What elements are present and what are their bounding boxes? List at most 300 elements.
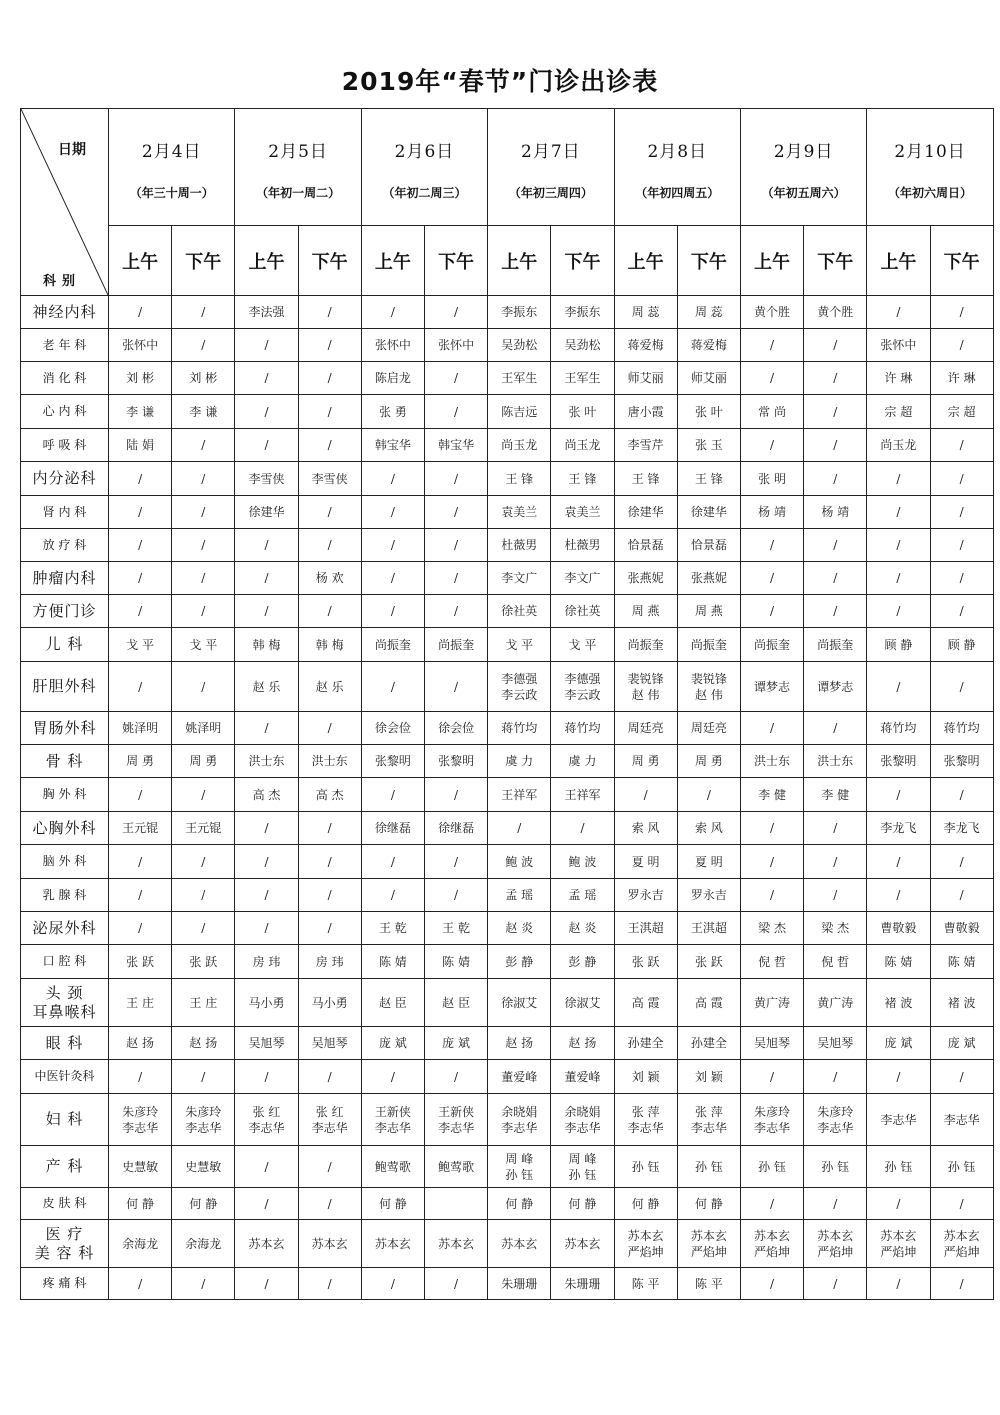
doctor-name: / <box>454 538 459 552</box>
doctor-name: 裴锐锋 <box>627 671 664 686</box>
doctor-name: / <box>327 1159 332 1174</box>
doctor-name: 褚 波 <box>884 995 913 1010</box>
doctor-name: 赵 臣 <box>442 995 470 1010</box>
doctor-name: 王新侠 <box>438 1104 475 1119</box>
day-weekday: （年初三周四） <box>508 186 593 200</box>
doctor-name: 徐社英 <box>501 604 538 618</box>
afternoon-doctor-cell <box>930 1220 993 1268</box>
doctor-name: 徐会俭 <box>438 721 475 735</box>
afternoon-doctor-cell <box>551 778 614 812</box>
doctor-name: / <box>896 305 901 319</box>
doctor-name: 高 杰 <box>252 787 281 802</box>
afternoon-doctor-cell <box>930 979 993 1027</box>
department-name <box>21 429 109 462</box>
doctor-name: 孙 钰 <box>631 1159 660 1174</box>
doctor-name: / <box>833 888 838 902</box>
doctor-name: 严焰坤 <box>817 1244 854 1259</box>
doctor-name: / <box>959 338 964 352</box>
doctor-name: 苏本玄 <box>438 1236 475 1251</box>
afternoon-doctor-cell <box>551 845 614 879</box>
doctor-name: 尚玉龙 <box>880 438 917 452</box>
doctor-name: 孙 钰 <box>694 1159 723 1174</box>
schedule-row <box>21 362 994 395</box>
doctor-name: 苏本玄 <box>943 1228 980 1243</box>
department-name <box>21 979 109 1027</box>
doctor-name: 周 勇 <box>631 754 660 768</box>
doctor-name: 徐淑艾 <box>564 995 601 1010</box>
morning-doctor-cell <box>867 662 930 712</box>
doctor-name: / <box>201 787 206 802</box>
morning-doctor-cell <box>235 979 298 1027</box>
doctor-name: 朱彦玲 <box>122 1104 159 1119</box>
doctor-name: 洪士东 <box>311 754 348 768</box>
schedule-row <box>21 778 994 812</box>
morning-doctor-cell <box>740 1027 803 1060</box>
doctor-name: 蒋竹均 <box>880 721 917 735</box>
doctor-name: 陈 平 <box>694 1276 723 1291</box>
doctor-name: 朱彦玲 <box>185 1104 222 1119</box>
afternoon-doctor-cell <box>172 1188 235 1220</box>
afternoon-doctor-cell <box>172 628 235 662</box>
morning-doctor-cell <box>109 296 172 329</box>
doctor-name: 顾 静 <box>884 637 913 652</box>
schedule-row <box>21 628 994 662</box>
morning-doctor-cell <box>361 879 424 912</box>
doctor-name: / <box>896 505 901 519</box>
morning-doctor-cell <box>109 778 172 812</box>
morning-doctor-cell <box>867 1094 930 1146</box>
doctor-name: 朱珊珊 <box>501 1276 538 1291</box>
doctor-name: 马小勇 <box>311 995 348 1010</box>
doctor-name: 吴旭琴 <box>817 1036 854 1050</box>
doctor-name: 周 峰 <box>568 1151 597 1166</box>
doctor-name: 张 明 <box>758 471 786 486</box>
schedule-row <box>21 745 994 778</box>
afternoon-doctor-cell <box>804 979 867 1027</box>
doctor-name: 孟 瑶 <box>505 888 534 902</box>
schedule-row <box>21 1094 994 1146</box>
schedule-row <box>21 429 994 462</box>
day-weekday: （年初二周三） <box>382 186 467 200</box>
morning-doctor-cell <box>488 778 551 812</box>
doctor-name: 马小勇 <box>248 995 285 1010</box>
doctor-name: 李文广 <box>564 571 601 585</box>
doctor-name: / <box>454 471 459 486</box>
doctor-name: 尚振奎 <box>438 637 475 652</box>
afternoon-doctor-cell <box>551 879 614 912</box>
department-name-line: 产 科 <box>45 1157 84 1175</box>
department-name-line: 放 疗 科 <box>42 537 87 552</box>
doctor-name: 许 琳 <box>884 371 913 385</box>
doctor-name: 吴劲松 <box>564 338 601 352</box>
morning-doctor-cell <box>488 945 551 979</box>
doctor-name: 赵 扬 <box>189 1036 218 1050</box>
department-name-line: 耳鼻喉科 <box>32 1002 97 1021</box>
doctor-name: / <box>201 679 206 694</box>
department-name <box>21 529 109 562</box>
morning-doctor-cell <box>235 712 298 745</box>
doctor-name: 李龙飞 <box>943 821 980 835</box>
doctor-name: / <box>833 571 838 585</box>
doctor-name: 孙 钰 <box>505 1167 534 1182</box>
doctor-name: 王祥军 <box>564 787 601 802</box>
doctor-name: 刘 颖 <box>631 1069 660 1084</box>
doctor-name: / <box>138 1069 143 1084</box>
doctor-name: 吴旭琴 <box>311 1036 348 1050</box>
day-header <box>109 109 235 226</box>
afternoon-header: 下午 <box>551 226 614 296</box>
doctor-name: / <box>327 1196 332 1211</box>
doctor-name: 洪士东 <box>754 754 791 768</box>
afternoon-doctor-cell <box>172 879 235 912</box>
department-name-line: 肾 内 科 <box>42 504 87 519</box>
morning-doctor-cell <box>614 778 677 812</box>
morning-doctor-cell <box>867 745 930 778</box>
department-name <box>21 296 109 329</box>
doctor-name: / <box>138 505 143 519</box>
morning-doctor-cell <box>109 395 172 429</box>
department-name <box>21 1188 109 1220</box>
doctor-name: / <box>454 1276 459 1291</box>
day-weekday: （年初六周日） <box>888 186 973 200</box>
morning-doctor-cell <box>235 395 298 429</box>
doctor-name: / <box>390 604 395 618</box>
doctor-name: / <box>327 371 332 385</box>
doctor-name: 史慧敏 <box>185 1159 222 1174</box>
doctor-name: 徐建华 <box>627 505 664 519</box>
doctor-name: 王新侠 <box>374 1104 411 1119</box>
doctor-name: / <box>454 305 459 319</box>
doctor-name: / <box>959 888 964 902</box>
doctor-name: 尚振奎 <box>690 637 727 652</box>
doctor-name: 杨 靖 <box>821 505 850 519</box>
doctor-name: 王元锟 <box>122 821 159 835</box>
doctor-name: 董爱峰 <box>564 1069 601 1084</box>
morning-doctor-cell <box>235 662 298 712</box>
doctor-name: 周廷亮 <box>627 721 664 735</box>
doctor-name: / <box>454 1069 459 1084</box>
morning-doctor-cell <box>614 945 677 979</box>
morning-header: 上午 <box>867 226 930 296</box>
afternoon-doctor-cell <box>930 778 993 812</box>
schedule-row <box>21 1268 994 1300</box>
department-name <box>21 1220 109 1268</box>
afternoon-doctor-cell <box>551 628 614 662</box>
afternoon-doctor-cell <box>298 1268 361 1300</box>
afternoon-doctor-cell <box>424 712 487 745</box>
doctor-name: 谭梦志 <box>754 679 791 694</box>
afternoon-doctor-cell <box>804 496 867 529</box>
afternoon-doctor-cell <box>930 845 993 879</box>
morning-doctor-cell <box>235 1268 298 1300</box>
morning-doctor-cell <box>235 529 298 562</box>
doctor-name: / <box>959 679 964 694</box>
afternoon-doctor-cell <box>298 296 361 329</box>
morning-doctor-cell <box>361 329 424 362</box>
doctor-name: / <box>264 721 269 735</box>
doctor-name: 庞 斌 <box>884 1036 913 1050</box>
morning-doctor-cell <box>235 1188 298 1220</box>
department-name-line: 胃肠外科 <box>32 718 97 737</box>
afternoon-doctor-cell <box>930 1060 993 1094</box>
morning-doctor-cell <box>740 845 803 879</box>
doctor-name: 孙建全 <box>627 1036 664 1050</box>
department-name <box>21 879 109 912</box>
afternoon-doctor-cell <box>551 595 614 628</box>
morning-doctor-cell <box>235 1027 298 1060</box>
afternoon-doctor-cell <box>804 1146 867 1188</box>
doctor-name: 戈 平 <box>189 637 218 652</box>
morning-doctor-cell <box>740 1094 803 1146</box>
doctor-name: 苏本玄 <box>501 1236 538 1251</box>
doctor-name: 唐小霞 <box>627 404 664 419</box>
afternoon-doctor-cell <box>424 1027 487 1060</box>
department-name <box>21 1146 109 1188</box>
morning-doctor-cell <box>361 1146 424 1188</box>
department-name <box>21 1060 109 1094</box>
doctor-name: 周 勇 <box>694 754 723 768</box>
schedule-row <box>21 1188 994 1220</box>
afternoon-doctor-cell <box>677 945 740 979</box>
doctor-name: / <box>201 1069 206 1084</box>
morning-doctor-cell <box>109 912 172 945</box>
doctor-name: 周 蕊 <box>694 305 723 319</box>
morning-doctor-cell <box>867 562 930 595</box>
morning-doctor-cell <box>867 1027 930 1060</box>
morning-doctor-cell <box>740 712 803 745</box>
doctor-name: 李志华 <box>438 1120 475 1135</box>
doctor-name: / <box>770 1276 775 1291</box>
doctor-name: / <box>454 888 459 902</box>
doctor-name: 张 跃 <box>694 954 723 969</box>
morning-doctor-cell <box>488 1268 551 1300</box>
doctor-name: / <box>390 538 395 552</box>
doctor-name: 张 叶 <box>568 404 597 419</box>
page-title: 2019年“春节”门诊出诊表 <box>341 67 659 96</box>
morning-doctor-cell <box>867 1268 930 1300</box>
afternoon-doctor-cell <box>804 595 867 628</box>
morning-doctor-cell <box>109 812 172 845</box>
doctor-name: 索 风 <box>694 821 723 835</box>
afternoon-doctor-cell <box>172 395 235 429</box>
doctor-name: / <box>454 371 459 385</box>
doctor-name: 朱彦玲 <box>817 1104 854 1119</box>
doctor-name: 倪 哲 <box>758 954 786 969</box>
department-name-line: 心 内 科 <box>42 404 87 418</box>
doctor-name: 蒋竹均 <box>501 721 538 735</box>
doctor-name: 鲍 波 <box>568 854 597 869</box>
doctor-name: / <box>896 1069 901 1084</box>
afternoon-doctor-cell <box>172 296 235 329</box>
afternoon-doctor-cell <box>551 462 614 496</box>
morning-doctor-cell <box>488 562 551 595</box>
department-name-line: 脑 外 科 <box>42 854 87 868</box>
department-name <box>21 1268 109 1300</box>
afternoon-doctor-cell <box>677 329 740 362</box>
doctor-name: 徐会俭 <box>374 721 411 735</box>
doctor-name: / <box>896 679 901 694</box>
morning-doctor-cell <box>614 329 677 362</box>
afternoon-doctor-cell <box>424 362 487 395</box>
morning-doctor-cell <box>109 329 172 362</box>
doctor-name: 杨 靖 <box>758 505 786 519</box>
afternoon-doctor-cell <box>677 812 740 845</box>
morning-doctor-cell <box>235 329 298 362</box>
doctor-name: / <box>959 471 964 486</box>
doctor-name: 李振东 <box>501 305 538 319</box>
doctor-name: 王军生 <box>501 371 538 385</box>
doctor-name: 陈吉远 <box>501 404 538 419</box>
doctor-name: / <box>327 505 332 519</box>
department-name-line: 肝胆外科 <box>32 677 97 695</box>
doctor-name: 彭 静 <box>568 954 597 969</box>
afternoon-doctor-cell <box>930 595 993 628</box>
doctor-name: 常 尚 <box>758 404 786 419</box>
afternoon-doctor-cell <box>930 1094 993 1146</box>
afternoon-doctor-cell <box>677 712 740 745</box>
afternoon-doctor-cell <box>298 329 361 362</box>
morning-doctor-cell <box>740 595 803 628</box>
morning-doctor-cell <box>488 1146 551 1188</box>
department-name-line: 妇 科 <box>45 1110 84 1128</box>
afternoon-doctor-cell <box>172 912 235 945</box>
doctor-name: / <box>833 604 838 618</box>
doctor-name: 徐建华 <box>248 505 285 519</box>
afternoon-doctor-cell <box>298 845 361 879</box>
morning-doctor-cell <box>867 945 930 979</box>
doctor-name: 何 静 <box>694 1196 723 1211</box>
afternoon-doctor-cell <box>930 529 993 562</box>
department-name-line: 骨 科 <box>45 751 84 770</box>
doctor-name: 李文广 <box>501 571 538 585</box>
department-name-line: 头 颈 <box>45 983 84 1002</box>
morning-doctor-cell <box>867 529 930 562</box>
doctor-name: 徐继磊 <box>438 821 475 835</box>
morning-doctor-cell <box>488 429 551 462</box>
afternoon-doctor-cell <box>424 662 487 712</box>
afternoon-doctor-cell <box>424 462 487 496</box>
afternoon-doctor-cell <box>424 845 487 879</box>
morning-doctor-cell <box>740 979 803 1027</box>
afternoon-doctor-cell <box>551 1027 614 1060</box>
afternoon-doctor-cell <box>424 812 487 845</box>
day-date: 2月7日 <box>521 142 581 162</box>
doctor-name: 周 燕 <box>694 604 723 618</box>
afternoon-doctor-cell <box>551 429 614 462</box>
doctor-name: 黄广涛 <box>754 995 791 1010</box>
afternoon-doctor-cell <box>804 945 867 979</box>
morning-doctor-cell <box>488 845 551 879</box>
morning-doctor-cell <box>235 945 298 979</box>
doctor-name: 王祥军 <box>501 787 538 802</box>
doctor-name: / <box>896 1276 901 1291</box>
day-weekday: （年初五周六） <box>761 186 846 200</box>
afternoon-doctor-cell <box>804 296 867 329</box>
doctor-name: 褚 波 <box>947 995 976 1010</box>
doctor-name: / <box>390 471 395 486</box>
morning-doctor-cell <box>867 1188 930 1220</box>
morning-header: 上午 <box>235 226 298 296</box>
doctor-name: / <box>770 1069 775 1084</box>
afternoon-doctor-cell <box>298 562 361 595</box>
morning-doctor-cell <box>614 529 677 562</box>
afternoon-doctor-cell <box>930 1188 993 1220</box>
doctor-name: 李志华 <box>311 1120 348 1135</box>
morning-doctor-cell <box>614 296 677 329</box>
doctor-name: 张 萍 <box>631 1104 660 1119</box>
doctor-name: 高 霞 <box>694 995 723 1010</box>
doctor-name: / <box>264 1069 269 1084</box>
doctor-name: 严焰坤 <box>690 1244 727 1259</box>
morning-doctor-cell <box>361 1060 424 1094</box>
morning-doctor-cell <box>614 429 677 462</box>
afternoon-doctor-cell <box>551 745 614 778</box>
doctor-name: 张 叶 <box>694 404 723 419</box>
afternoon-doctor-cell <box>804 879 867 912</box>
doctor-name: 戈 平 <box>126 637 154 652</box>
department-name <box>21 945 109 979</box>
doctor-name: / <box>264 821 269 835</box>
doctor-name: 严焰坤 <box>880 1244 917 1259</box>
afternoon-doctor-cell <box>677 496 740 529</box>
doctor-name: / <box>833 471 838 486</box>
afternoon-doctor-cell <box>930 712 993 745</box>
doctor-name: 李 健 <box>821 787 850 802</box>
doctor-name: 李志华 <box>817 1120 854 1135</box>
morning-doctor-cell <box>109 628 172 662</box>
doctor-name: 房 玮 <box>315 954 344 969</box>
morning-doctor-cell <box>867 812 930 845</box>
morning-doctor-cell <box>867 429 930 462</box>
morning-doctor-cell <box>740 329 803 362</box>
doctor-name: 陈 婧 <box>378 954 407 969</box>
morning-doctor-cell <box>361 595 424 628</box>
morning-doctor-cell <box>488 362 551 395</box>
morning-doctor-cell <box>867 296 930 329</box>
morning-doctor-cell <box>740 562 803 595</box>
doctor-name: / <box>770 371 775 385</box>
morning-doctor-cell <box>614 395 677 429</box>
doctor-name: 苏本玄 <box>880 1228 917 1243</box>
doctor-name: 李云政 <box>501 687 538 702</box>
doctor-name: 张燕妮 <box>627 571 664 585</box>
doctor-name: / <box>833 821 838 835</box>
doctor-name: 张黎明 <box>943 754 980 768</box>
afternoon-doctor-cell <box>551 1188 614 1220</box>
doctor-name: 严焰坤 <box>754 1244 791 1259</box>
doctor-name: / <box>896 888 901 902</box>
morning-doctor-cell <box>361 1220 424 1268</box>
doctor-name: 戈 平 <box>505 637 534 652</box>
doctor-name: 赵 扬 <box>126 1036 154 1050</box>
doctor-name: 李法强 <box>248 305 285 319</box>
morning-doctor-cell <box>488 1027 551 1060</box>
morning-doctor-cell <box>488 812 551 845</box>
day-weekday: （年初四周五） <box>635 186 720 200</box>
afternoon-doctor-cell <box>930 745 993 778</box>
doctor-name: / <box>896 538 901 552</box>
department-name-line: 消 化 科 <box>42 370 87 385</box>
morning-doctor-cell <box>488 529 551 562</box>
doctor-name: 李志华 <box>374 1120 411 1135</box>
afternoon-doctor-cell <box>424 879 487 912</box>
schedule-row <box>21 496 994 529</box>
doctor-name: 尚振奎 <box>374 637 411 652</box>
morning-doctor-cell <box>614 496 677 529</box>
afternoon-doctor-cell <box>298 1220 361 1268</box>
afternoon-doctor-cell <box>804 1094 867 1146</box>
morning-doctor-cell <box>867 462 930 496</box>
